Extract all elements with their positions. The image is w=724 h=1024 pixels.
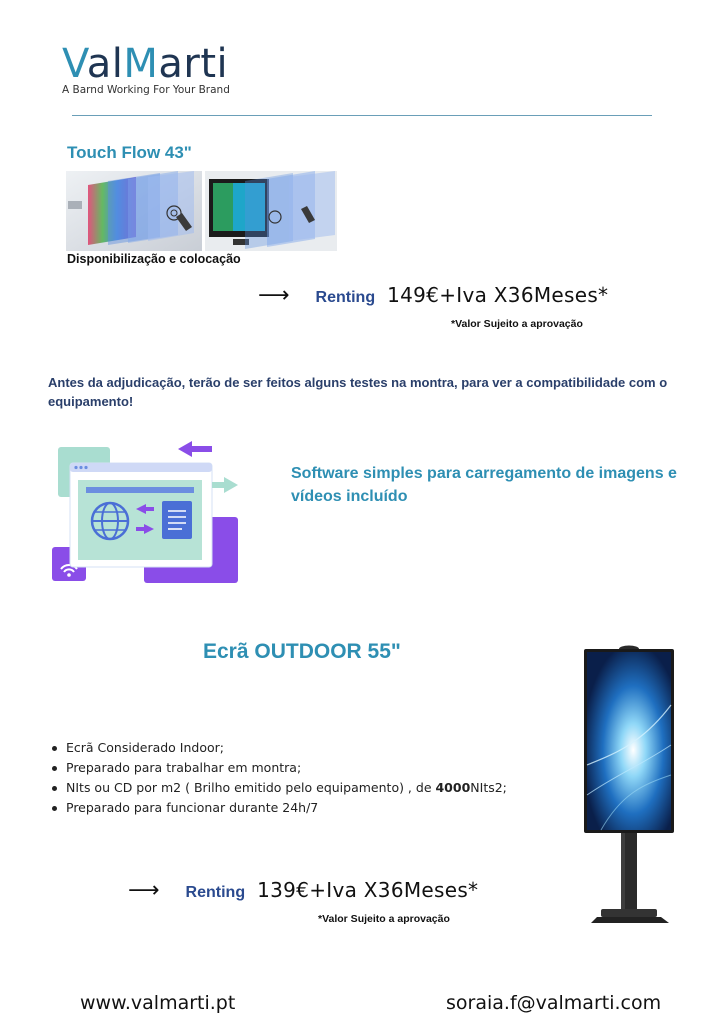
footer-website[interactable]: www.valmarti.pt (80, 992, 236, 1014)
list-item: Preparado para funcionar durante 24h/7 (48, 798, 507, 818)
product1-note: *Valor Sujeito a aprovação (451, 318, 583, 330)
touch-layers-image (66, 171, 202, 251)
logo-letter-m: M (123, 41, 159, 87)
header-divider (72, 115, 652, 116)
software-feature-text: Software simples para carregamento de imagens e vídeos incluído (291, 465, 677, 505)
logo-part-al: al (86, 41, 124, 87)
outdoor-screen-image (581, 645, 677, 925)
product2-renting-label: Renting (185, 884, 246, 901)
list-item: Preparado para trabalhar em montra; (48, 758, 507, 778)
bullet-text: NIts ou CD por m2 ( Brilho emitido pelo equipamento) , de (66, 780, 436, 795)
product2-note: *Valor Sujeito a aprovação (318, 913, 450, 925)
product1-price: 149€+Iva X36Meses* (387, 283, 609, 307)
brand-logo (62, 42, 228, 86)
product2-feature-list (48, 738, 507, 818)
list-item: Ecrã Considerado Indoor; (48, 738, 507, 758)
footer-email[interactable]: soraia.f@valmarti.com (446, 992, 662, 1014)
logo-letter-v: V (62, 41, 87, 87)
long-arrow-right-icon: ⟶ (128, 878, 160, 903)
product1-caption: Disponibilização e colocação (67, 252, 241, 266)
long-arrow-right-icon: ⟶ (258, 283, 290, 308)
product1-title: Touch Flow 43" (67, 143, 192, 162)
product1-price-row (258, 283, 608, 308)
product2-title: Ecrã OUTDOOR 55" (203, 640, 401, 663)
software-illustration (48, 437, 244, 587)
logo-part-arti: arti (158, 41, 229, 87)
brand-tagline: A Barnd Working For Your Brand (62, 84, 230, 96)
list-item (48, 778, 507, 798)
touch-monitor-image (205, 171, 337, 251)
product2-price-row (128, 878, 478, 903)
nits-unit: NIts2; (470, 780, 507, 795)
nits-value: 4000 (435, 780, 471, 795)
product1-renting-label: Renting (315, 289, 376, 306)
product2-price: 139€+Iva X36Meses* (257, 878, 479, 902)
compatibility-notice: Antes da adjudicação, terão de ser feitos alguns testes na montra, para ver a compatibilidade com o equipamento! (48, 375, 668, 409)
